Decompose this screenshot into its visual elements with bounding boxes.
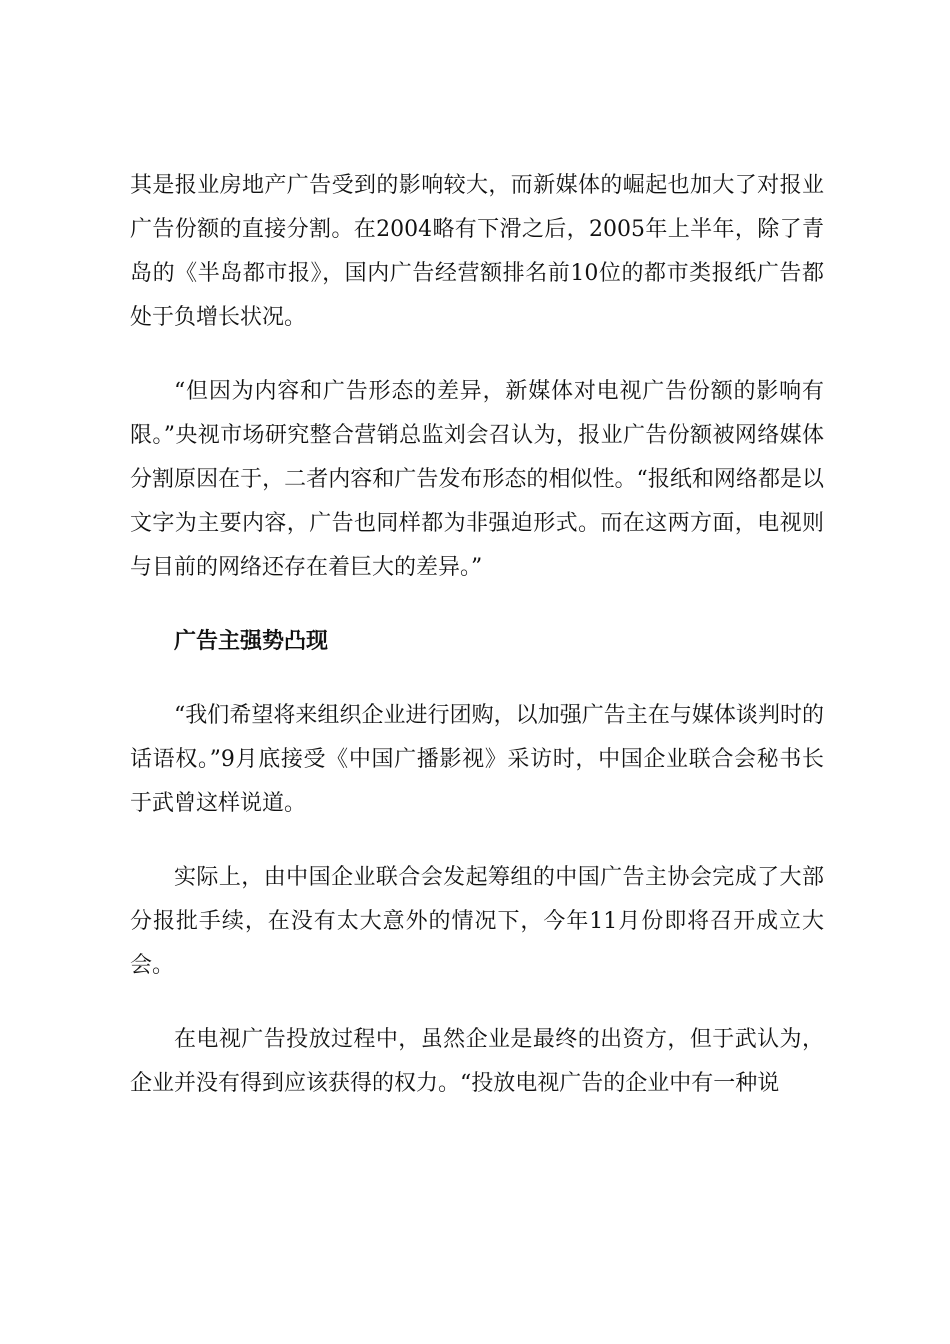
paragraph-quote-liu: “但因为内容和广告形态的差异，新媒体对电视广告份额的影响有限。”央视市场研究整合营销总监刘会召认为，报业广告份额被网络媒体分割原因在于，二者内容和广告发布形态的相似性。“报纸和网络都是以文字为主要内容，广告也同样都为非强迫形式。而在这两方面，电视则与目前的网络还存在着巨大的差异。” [130,379,824,580]
paragraph-continuation: 其是报业房地产广告受到的影响较大，而新媒体的崛起也加大了对报业广告份额的直接分割。在2004略有下滑之后，2005年上半年，除了青岛的《半岛都市报》，国内广告经营额排名前10位的都市类报纸广告都处于负增长状况。 [130,173,824,330]
document-body [130,164,824,1136]
paragraph-tv-advertising: 在电视广告投放过程中，虽然企业是最终的出资方，但于武认为，企业并没有得到应该获得的权力。“投放电视广告的企业中有一种说 [130,1027,824,1096]
paragraph-association: 实际上，由中国企业联合会发起筹组的中国广告主协会完成了大部分报批手续，在没有太大意外的情况下，今年11月份即将召开成立大会。 [130,865,824,978]
section-heading: 广告主强势凸现 [174,629,329,654]
paragraph-quote-yu: “我们希望将来组织企业进行团购，以加强广告主在与媒体谈判时的话语权。”9月底接受《中国广播影视》采访时，中国企业联合会秘书长于武曾这样说道。 [130,703,824,816]
